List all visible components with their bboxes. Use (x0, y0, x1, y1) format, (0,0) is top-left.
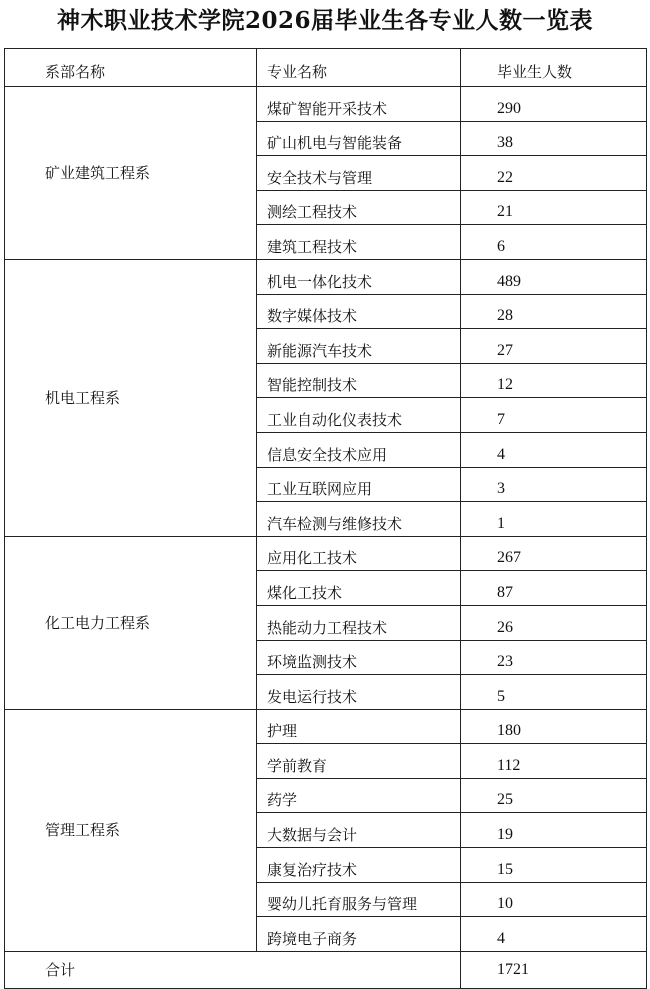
count-cell: 19 (461, 813, 647, 848)
table-row (5, 709, 647, 744)
count-cell: 7 (461, 398, 647, 433)
count-cell: 290 (461, 87, 647, 122)
count-cell: 4 (461, 432, 647, 467)
graduates-table (4, 48, 647, 989)
major-cell: 婴幼儿托育服务与管理 (257, 882, 461, 917)
major-cell: 发电运行技术 (257, 675, 461, 710)
major-cell: 工业自动化仪表技术 (257, 398, 461, 433)
major-cell: 建筑工程技术 (257, 225, 461, 260)
total-label: 合计 (5, 951, 461, 988)
major-cell: 数字媒体技术 (257, 294, 461, 329)
header-department: 系部名称 (5, 49, 257, 87)
table-row (5, 536, 647, 571)
count-cell: 10 (461, 882, 647, 917)
count-cell: 12 (461, 363, 647, 398)
count-cell: 87 (461, 571, 647, 606)
major-cell: 新能源汽车技术 (257, 329, 461, 364)
count-cell: 25 (461, 778, 647, 813)
page-title: 神木职业技术学院2026届毕业生各专业人数一览表 (56, 7, 593, 34)
header-major: 专业名称 (257, 49, 461, 87)
department-cell: 矿业建筑工程系 (5, 87, 257, 260)
major-cell: 跨境电子商务 (257, 917, 461, 952)
count-cell: 22 (461, 156, 647, 191)
count-cell: 23 (461, 640, 647, 675)
major-cell: 热能动力工程技术 (257, 605, 461, 640)
count-cell: 180 (461, 709, 647, 744)
table-row (5, 259, 647, 294)
header-count: 毕业生人数 (461, 49, 647, 87)
major-cell: 应用化工技术 (257, 536, 461, 571)
count-cell: 489 (461, 259, 647, 294)
department-cell: 化工电力工程系 (5, 536, 257, 709)
count-cell: 3 (461, 467, 647, 502)
major-cell: 工业互联网应用 (257, 467, 461, 502)
department-cell: 管理工程系 (5, 709, 257, 951)
count-cell: 15 (461, 848, 647, 883)
major-cell: 安全技术与管理 (257, 156, 461, 191)
count-cell: 28 (461, 294, 647, 329)
major-cell: 信息安全技术应用 (257, 432, 461, 467)
count-cell: 26 (461, 605, 647, 640)
total-row (5, 951, 647, 988)
count-cell: 27 (461, 329, 647, 364)
count-cell: 5 (461, 675, 647, 710)
count-cell: 4 (461, 917, 647, 952)
table-body (5, 87, 647, 952)
major-cell: 汽车检测与维修技术 (257, 502, 461, 537)
count-cell: 1 (461, 502, 647, 537)
major-cell: 学前教育 (257, 744, 461, 779)
major-cell: 测绘工程技术 (257, 190, 461, 225)
major-cell: 机电一体化技术 (257, 259, 461, 294)
major-cell: 环境监测技术 (257, 640, 461, 675)
major-cell: 药学 (257, 778, 461, 813)
count-cell: 267 (461, 536, 647, 571)
count-cell: 38 (461, 121, 647, 156)
major-cell: 煤矿智能开采技术 (257, 87, 461, 122)
department-cell: 机电工程系 (5, 259, 257, 536)
major-cell: 煤化工技术 (257, 571, 461, 606)
major-cell: 护理 (257, 709, 461, 744)
count-cell: 112 (461, 744, 647, 779)
major-cell: 大数据与会计 (257, 813, 461, 848)
count-cell: 21 (461, 190, 647, 225)
major-cell: 智能控制技术 (257, 363, 461, 398)
count-cell: 6 (461, 225, 647, 260)
table-header-row (5, 49, 647, 87)
total-count: 1721 (461, 951, 647, 988)
table-row (5, 87, 647, 122)
major-cell: 康复治疗技术 (257, 848, 461, 883)
major-cell: 矿山机电与智能装备 (257, 121, 461, 156)
